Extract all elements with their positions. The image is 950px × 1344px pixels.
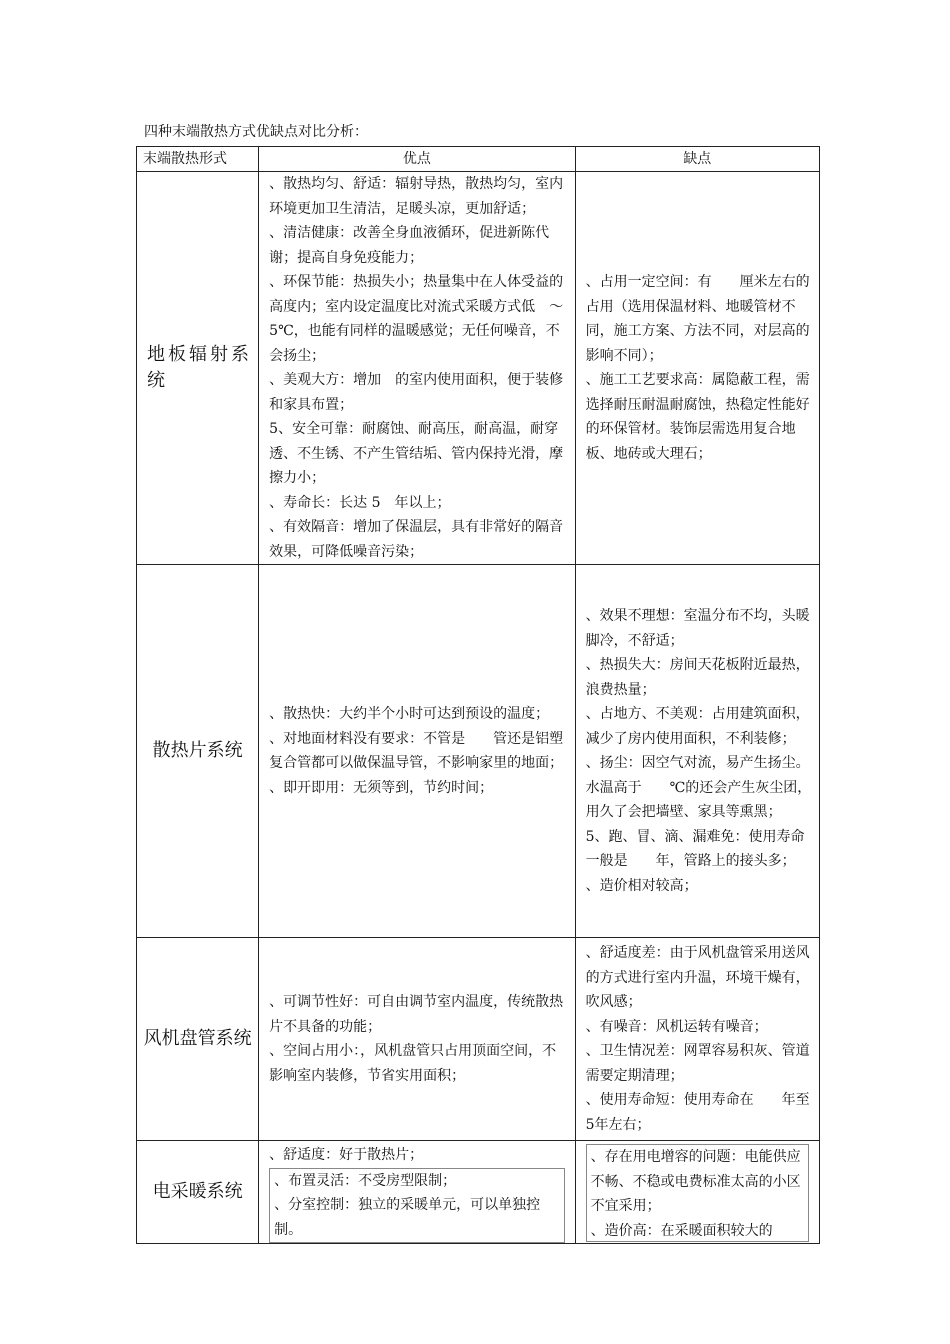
pros-item: 、美观大方：增加 的室内使用面积，便于装修和家具布置； bbox=[269, 372, 564, 413]
page-title: 四种末端散热方式优缺点对比分析： bbox=[144, 124, 368, 140]
pros-item: 、布置灵活：不受房型限制； bbox=[274, 1172, 457, 1189]
table-row bbox=[137, 565, 820, 938]
pros-cell bbox=[259, 938, 575, 1141]
header-pros: 优点 bbox=[259, 147, 575, 172]
cons-item: 5、跑、冒、滴、漏难免：使用寿命一般是 年，管路上的接头多； bbox=[585, 828, 805, 869]
pros-item: 、空间占用小：，风机盘管只占用顶面空间，不影响室内装修，节省实用面积； bbox=[269, 1043, 557, 1084]
cons-item: 、舒适度差：由于风机盘管采用送风的方式进行室内升温，环境干燥有，吹风感； bbox=[585, 945, 810, 1010]
pros-item: 、可调节性好：可自由调节室内温度，传统散热片不具备的功能； bbox=[269, 994, 564, 1035]
cons-cell bbox=[575, 938, 829, 1141]
cons-cell bbox=[575, 1141, 819, 1244]
pros-item: 、环保节能：热损失小；热量集中在人体受益的高度内；室内设定温度比对流式采暖方式低 ～5℃，也能有同样的温暖感觉；无任何噪音，不会扬尘； bbox=[269, 274, 564, 364]
pros-cell bbox=[259, 565, 575, 938]
pros-item: 、散热均匀、舒适：辐射导热，散热均匀，室内环境更加卫生清洁，足暖头凉，更加舒适； bbox=[269, 176, 564, 217]
cons-item: 、扬尘：因空气对流，易产生扬尘。水温高于 ℃的还会产生灰尘团，用久了会把墙壁、家具等熏黑； bbox=[585, 755, 812, 820]
type-cell: 地板辐射系统 bbox=[137, 172, 259, 565]
pros-item: 、寿命长：长达 5 年以上； bbox=[269, 494, 451, 511]
cons-item: 、施工工艺要求高：属隐蔽工程，需选择耐压耐温耐腐蚀，热稳定性能好的环保管材。装饰层需选用复合地板、地砖或大理石； bbox=[585, 372, 810, 462]
pros-cell bbox=[259, 172, 575, 565]
header-cons: 缺点 bbox=[575, 147, 819, 172]
type-cell: 电采暖系统 bbox=[137, 1141, 259, 1244]
pros-item: 5、安全可靠：耐腐蚀、耐高压，耐高温，耐穿透、不生锈、不产生管结垢、管内保持光滑，摩擦力小； bbox=[269, 421, 564, 486]
cons-cell bbox=[575, 565, 819, 938]
pros-item: 、对地面材料没有要求：不管是 管还是铝塑复合管都可以做保温导管，不影响家里的地面； bbox=[269, 730, 564, 771]
table-row bbox=[137, 938, 820, 1141]
cons-item: 、有噪音：风机运转有噪音； bbox=[585, 1018, 768, 1035]
cons-item: 、热损失大：房间天花板附近最热，浪费热量； bbox=[585, 657, 810, 698]
pros-item: 、清洁健康：改善全身血液循环，促进新陈代谢；提高自身免疫能力； bbox=[269, 225, 550, 266]
cons-item: 、造价相对较高； bbox=[585, 877, 698, 894]
comparison-table bbox=[136, 146, 829, 1244]
pros-item: 、舒适度：好于散热片； bbox=[269, 1147, 424, 1163]
cons-cell bbox=[575, 172, 819, 565]
header-row bbox=[137, 147, 820, 172]
cons-item: 、存在用电增容的问题：电能供应不畅、不稳或电费标准太高的小区不宜采用； bbox=[590, 1149, 801, 1214]
cons-item: 、效果不理想：室温分布不均，头暖脚冷，不舒适； bbox=[585, 608, 810, 649]
cons-item: 、卫生情况差：网罩容易积灰、管道需要定期清理； bbox=[585, 1043, 810, 1084]
cons-item: 、使用寿命短：使用寿命在 年至 5年左右； bbox=[585, 1092, 829, 1133]
header-type: 末端散热形式 bbox=[137, 147, 259, 172]
cons-item: 、占用一定空间：有 厘米左右的占用（选用保温材料、地暖管材不同，施工方案、方法不同，对层高的影响不同）； bbox=[585, 274, 810, 364]
pros-subbox bbox=[269, 1168, 564, 1244]
pros-item: 、有效隔音：增加了保温层，具有非常好的隔音效果，可降低噪音污染； bbox=[269, 519, 564, 560]
type-cell: 风机盘管系统 bbox=[137, 938, 259, 1141]
pros-cell bbox=[259, 1141, 575, 1244]
type-cell: 散热片系统 bbox=[137, 565, 259, 938]
pros-item: 、分室控制：独立的采暖单元，可以单独控制。 bbox=[274, 1197, 541, 1238]
pros-item: 、散热快：大约半个小时可达到预设的温度； bbox=[269, 706, 550, 722]
cons-subbox bbox=[586, 1144, 809, 1242]
cons-item: 、占地方、不美观：占用建筑面积，减少了房内使用面积，不利装修； bbox=[585, 706, 810, 747]
table-row bbox=[137, 1141, 820, 1244]
cons-item: 、造价高：在采暖面积较大的 bbox=[590, 1222, 773, 1239]
pros-item: 、即开即用：无须等到，节约时间； bbox=[269, 779, 494, 796]
table-row bbox=[137, 172, 820, 565]
